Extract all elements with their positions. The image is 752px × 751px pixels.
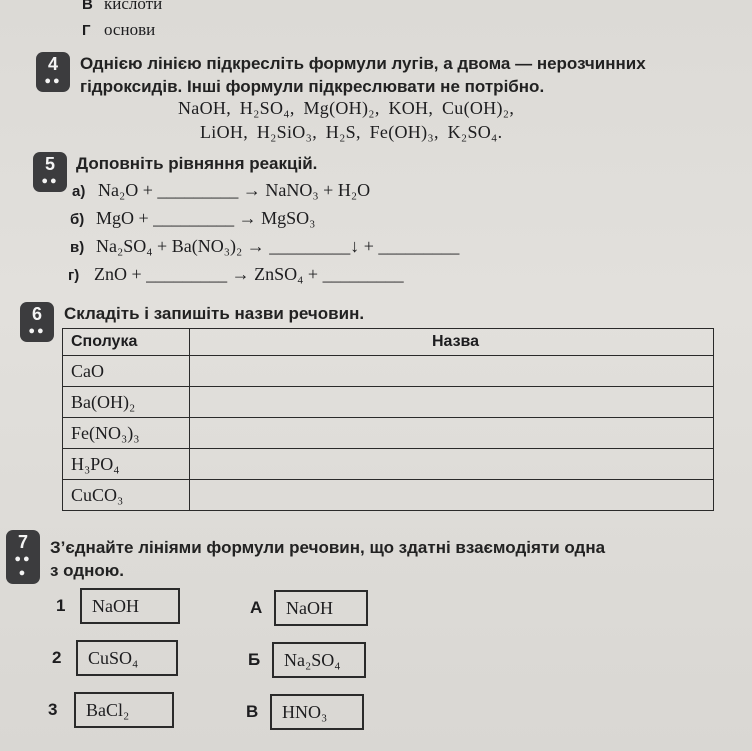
name-answer-cell[interactable] <box>190 387 714 418</box>
task-number: 7 <box>17 532 28 552</box>
formula: H₂S <box>325 122 356 142</box>
right-formula-box[interactable]: HNO₃ <box>270 694 364 730</box>
reaction-label: б) <box>70 211 85 228</box>
reaction-label: г) <box>68 267 80 284</box>
column-header-name: Назва <box>190 329 714 356</box>
instruction-line: гідроксидів. Інші формули підкреслювати не потрібно. <box>80 77 545 96</box>
task-number: 6 <box>31 304 42 324</box>
name-answer-cell[interactable] <box>190 356 714 387</box>
instruction-line: Однією лінією підкресліть формули лугів, а двома — нерозчинних <box>80 54 646 73</box>
task-badge-4 <box>36 52 70 92</box>
task-badge-7 <box>6 530 40 584</box>
formula: KOH <box>388 98 429 118</box>
formula: Mg(OH)₂ <box>303 98 375 118</box>
reaction-a <box>72 180 370 201</box>
reaction-b <box>70 208 315 229</box>
option-letter: Г <box>82 22 91 39</box>
table-header-row <box>63 329 714 356</box>
table-row <box>63 356 714 387</box>
name-answer-cell[interactable] <box>190 449 714 480</box>
task4-instruction <box>80 52 730 98</box>
formula: H₂SO₄ <box>239 98 290 118</box>
table-row <box>63 480 714 511</box>
right-item-label: А <box>250 598 263 617</box>
compound-cell: Ba(OH)₂ <box>63 387 190 418</box>
left-formula-box[interactable]: BaCl₂ <box>74 692 174 728</box>
compound-cell: H₃PO₄ <box>63 449 190 480</box>
reaction-equation: ZnO + _________ → ZnSO₄ + _________ <box>94 264 404 284</box>
difficulty-dots-icon: ●● ● <box>14 553 32 579</box>
task-badge-5 <box>33 152 67 192</box>
left-formula-box[interactable]: NaOH <box>80 588 180 624</box>
option-text: основи <box>104 20 156 39</box>
formula: NaOH <box>178 98 227 118</box>
left-formula-box[interactable]: CuSO₄ <box>76 640 178 676</box>
left-item-label: 2 <box>52 648 62 667</box>
option-g <box>82 20 155 40</box>
formula: K₂SO₄. <box>447 122 503 142</box>
task-number: 4 <box>47 54 58 74</box>
reaction-equation: MgO + _________ → MgSO₃ <box>96 208 316 228</box>
task7-instruction <box>50 536 740 582</box>
formula: Fe(OH)₃ <box>369 122 434 142</box>
table-row <box>63 387 714 418</box>
instruction-line: з одною. <box>50 561 125 580</box>
left-item-label: 1 <box>56 596 66 615</box>
formula: LiOH <box>200 122 244 142</box>
task-number: 5 <box>44 154 55 174</box>
task4-formulas-row1: NaOH, H₂SO₄, Mg(OH)₂, KOH, Cu(OH)₂, <box>178 98 515 118</box>
right-item-label: Б <box>248 650 261 669</box>
compound-cell: Fe(NO₃)₃ <box>63 418 190 449</box>
instruction-line: З’єднайте лініями формули речовин, що здатні взаємодіяти одна <box>50 538 606 557</box>
difficulty-dots-icon: ●● <box>28 325 46 337</box>
formula: H₂SiO₃ <box>256 122 313 142</box>
task4-formulas-row2: LiOH, H₂SiO₃, H₂S, Fe(OH)₃, K₂SO₄. <box>200 122 503 142</box>
formula: Cu(OH)₂, <box>441 98 515 118</box>
reaction-label: а) <box>72 183 86 200</box>
right-formula-box[interactable]: Na₂SO₄ <box>272 642 366 678</box>
reaction-v <box>70 236 459 257</box>
compound-cell: CaO <box>63 356 190 387</box>
compound-cell: CuCO₃ <box>63 480 190 511</box>
option-text: кислоти <box>104 0 163 13</box>
name-answer-cell[interactable] <box>190 418 714 449</box>
table-row <box>63 418 714 449</box>
table-row <box>63 449 714 480</box>
task-badge-6 <box>20 302 54 342</box>
reaction-equation: Na₂SO₄ + Ba(NO₃)₂ → _________↓ + _________ <box>96 236 460 256</box>
reaction-g <box>68 264 404 285</box>
compounds-table <box>62 328 714 511</box>
right-formula-box[interactable]: NaOH <box>274 590 368 626</box>
difficulty-dots-icon: ●● <box>44 75 62 87</box>
left-item-label: 3 <box>48 700 58 719</box>
option-v <box>82 0 162 14</box>
option-letter: В <box>82 0 93 13</box>
reaction-equation: Na₂O + _________ → NaNO₃ + H₂O <box>98 180 371 200</box>
task5-instruction: Доповніть рівняння реакцій. <box>76 154 318 173</box>
name-answer-cell[interactable] <box>190 480 714 511</box>
difficulty-dots-icon: ●● <box>41 175 59 187</box>
task6-instruction: Складіть і запишіть назви речовин. <box>64 304 365 323</box>
right-item-label: В <box>246 702 259 721</box>
reaction-label: в) <box>70 239 85 256</box>
column-header-compound: Сполука <box>63 329 190 356</box>
